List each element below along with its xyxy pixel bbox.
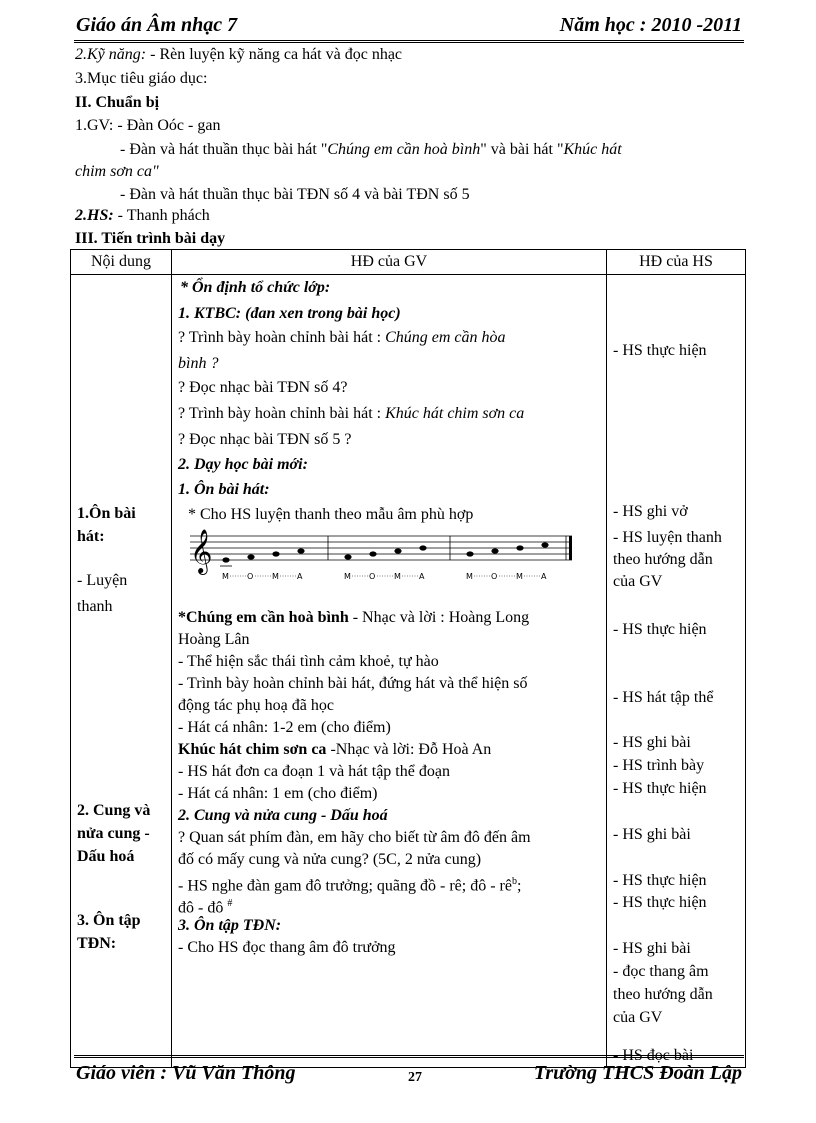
gv-song1-present: - Trình bày hoàn chỉnh bài hát, đứng hát và thể hiện số <box>178 675 528 692</box>
col-header-teacher: HĐ của GV <box>172 250 607 275</box>
scale-text: đô - đô <box>178 899 228 917</box>
section-warmup-cont: thanh <box>77 598 113 615</box>
hs-text: - Thanh phách <box>113 207 210 224</box>
section-tdn-cont: TĐN: <box>77 935 117 952</box>
content-column <box>71 275 171 1067</box>
hs-note: - HS thực hiện <box>613 621 707 638</box>
hs-note: - HS ghi bài <box>613 940 691 957</box>
gv-song1-author-cont: Hoàng Lân <box>178 631 250 648</box>
gv-tdn-heading: 3. Ôn tập TĐN: <box>178 917 282 934</box>
intro-goal: 3.Mục tiêu giáo dục: <box>75 70 208 87</box>
hs-note: của GV <box>613 1009 663 1026</box>
section-tones-cont: nửa cung - <box>77 825 150 842</box>
gv-scale <box>178 872 521 896</box>
gv-q4: ? Đọc nhạc bài TĐN số 5 ? <box>178 431 352 448</box>
hs-note: - HS ghi bài <box>613 826 691 843</box>
hs-note: theo hướng dẫn <box>613 986 713 1003</box>
hs-note: - HS thực hiện <box>613 780 707 797</box>
section-tones: 2. Cung và <box>77 802 151 819</box>
song-author: - Nhạc và lời : Hoàng Long <box>348 609 530 626</box>
gv-song2-sing: - HS hát đơn ca đoạn 1 và hát tập thể đoạn <box>178 763 450 780</box>
gv-new-lesson: 2. Dạy học bài mới: <box>178 456 308 473</box>
svg-text:O: O <box>247 572 254 581</box>
gv-tones-heading: 2. Cung và nửa cung - Dấu hoá <box>178 807 388 824</box>
svg-text:M: M <box>344 572 351 581</box>
gv-q3 <box>178 404 524 424</box>
section-warmup: - Luyện <box>77 572 128 589</box>
song-title: *Chúng em cần hoà bình <box>178 609 349 626</box>
footer-teacher: Giáo viên : Vũ Văn Thông <box>76 1062 296 1084</box>
gv-tones-q-cont: đố có mấy cung và nửa cung? (5C, 2 nửa cung) <box>178 851 482 868</box>
svg-text:M: M <box>516 572 523 581</box>
svg-text:A: A <box>541 572 547 581</box>
svg-text:M: M <box>272 572 279 581</box>
section-review-song: 1.Ôn bài <box>77 505 136 522</box>
col-header-student: HĐ của HS <box>607 250 746 275</box>
page-number: 27 <box>408 1070 422 1085</box>
svg-text:A: A <box>297 572 303 581</box>
hs-note: - HS ghi bài <box>613 734 691 751</box>
song-title: Khúc hát chim sơn ca <box>178 741 327 758</box>
svg-text:M: M <box>394 572 401 581</box>
hs-label: 2.HS: <box>75 207 114 224</box>
q-text: ? Trình bày hoàn chỉnh bài hát : <box>178 329 386 346</box>
prep-hs <box>75 206 210 226</box>
hs-note: - đọc thang âm <box>613 963 709 980</box>
gv-q1-cont: bình ? <box>178 355 219 372</box>
page-header <box>74 10 744 43</box>
section-tdn: 3. Ôn tập <box>77 912 141 929</box>
footer-rule <box>74 1055 744 1062</box>
song-title: Chúng em cần hoà bình <box>327 141 481 158</box>
gv-class-order: * Ổn định tổ chức lớp: <box>180 279 331 296</box>
header-school-year: Năm học : 2010 -2011 <box>559 14 742 36</box>
svg-text:O: O <box>491 572 498 581</box>
scale-text: - HS nghe đàn gam đô trưởng; quãng đồ - rê; đô - rê <box>178 877 512 895</box>
prep-gv: 1.GV: - Đàn Oóc - gan <box>75 117 221 134</box>
header-subject: Giáo án Âm nhạc 7 <box>76 14 238 36</box>
gv-scale-cont <box>178 894 232 918</box>
svg-text:O: O <box>369 572 376 581</box>
skills-text: - Rèn luyện kỹ năng ca hát và đọc nhạc <box>146 46 403 63</box>
gv-review-song: 1. Ôn bài hát: <box>178 481 270 498</box>
section-process-heading: III. Tiến trình bài dạy <box>75 230 226 247</box>
intro-skills <box>75 45 402 65</box>
gv-song1-expr: - Thể hiện sắc thái tình cảm khoẻ, tự hào <box>178 653 439 670</box>
hs-note: - HS hát tập thể <box>613 689 714 706</box>
lesson-table <box>70 249 746 1068</box>
q-text: ? Trình bày hoàn chỉnh bài hát : <box>178 405 386 422</box>
hs-note: - HS thực hiện <box>613 894 707 911</box>
song-title: Khúc hát <box>563 141 622 158</box>
hs-note: - HS thực hiện <box>613 342 707 359</box>
treble-clef-icon: 𝄞 <box>190 529 213 573</box>
gv-song1 <box>178 608 529 628</box>
prep-text: - Đàn và hát thuần thục bài hát " <box>120 141 328 158</box>
gv-song1-present-cont: động tác phụ hoạ đã học <box>178 697 334 714</box>
prep-gv-songs-cont: chim sơn ca" <box>75 163 159 180</box>
sharp-sign: # <box>227 898 233 909</box>
hs-note: - HS luyện thanh <box>613 529 722 546</box>
hs-note: - HS ghi vở <box>613 503 688 520</box>
section-tones-cont2: Dấu hoá <box>77 848 135 865</box>
hs-note: - HS trình bày <box>613 757 705 774</box>
syllable-labels <box>222 572 547 581</box>
student-column <box>607 275 745 1067</box>
gv-song1-solo: - Hát cá nhân: 1-2 em (cho điểm) <box>178 719 391 736</box>
section-review-song-cont: hát: <box>77 528 105 545</box>
q-song: Khúc hát chim sơn ca <box>385 405 525 422</box>
gv-song2-solo: - Hát cá nhân: 1 em (cho điểm) <box>178 785 378 802</box>
svg-text:A: A <box>419 572 425 581</box>
section-prep-heading: II. Chuẩn bị <box>75 94 160 111</box>
hs-note: - HS đọc bài <box>613 1047 694 1064</box>
hs-note: của GV <box>613 573 663 590</box>
flat-sign: b <box>511 876 517 887</box>
prep-gv-tdn: - Đàn và hát thuần thục bài TĐN số 4 và bài TĐN số 5 <box>120 186 470 203</box>
hs-note: - HS thực hiện <box>613 872 707 889</box>
warmup-staff <box>186 528 576 582</box>
song-author: -Nhạc và lời: Đỗ Hoà An <box>326 741 492 758</box>
prep-text: " và bài hát " <box>480 141 564 158</box>
svg-text:M: M <box>222 572 229 581</box>
footer-school: Trường THCS Đoàn Lập <box>533 1062 742 1084</box>
gv-tones-q: ? Quan sát phím đàn, em hãy cho biết từ âm đô đến âm <box>178 829 531 846</box>
gv-check-old: 1. KTBC: (đan xen trong bài học) <box>178 305 401 322</box>
col-header-content: Nội dung <box>71 250 172 275</box>
scale-text: ; <box>516 877 522 895</box>
gv-q2: ? Đọc nhạc bài TĐN số 4? <box>178 379 348 396</box>
hs-note: theo hướng dẫn <box>613 551 713 568</box>
gv-q1 <box>178 328 506 348</box>
teacher-column <box>172 275 606 1067</box>
skills-label: 2.Kỹ năng: <box>75 46 147 63</box>
prep-gv-songs <box>120 140 622 160</box>
gv-tdn-read: - Cho HS đọc thang âm đô trưởng <box>178 939 396 956</box>
gv-song2 <box>178 740 491 760</box>
svg-text:M: M <box>466 572 473 581</box>
gv-warmup: * Cho HS luyện thanh theo mẫu âm phù hợp <box>188 506 474 523</box>
table-header-row <box>71 250 746 275</box>
table-row <box>71 275 746 1068</box>
q-song: Chúng em cần hòa <box>385 329 506 346</box>
